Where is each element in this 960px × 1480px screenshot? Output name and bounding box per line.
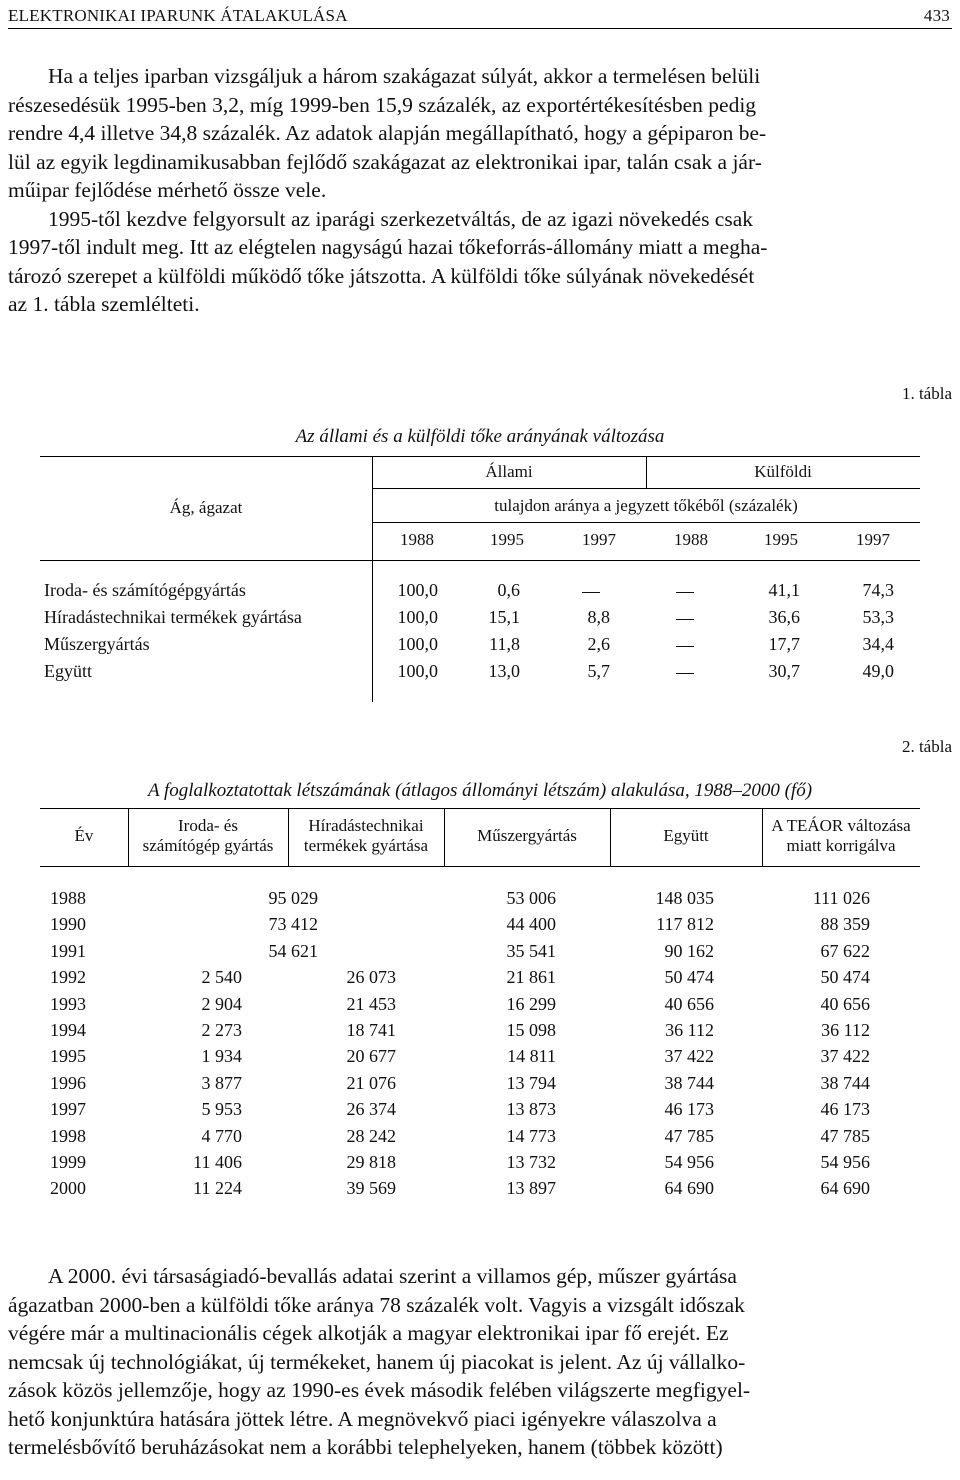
page-number: 433: [923, 6, 950, 25]
table-1-caption: Az állami és a külföldi tőke arányának változása: [295, 426, 665, 447]
table-cell: 14 773: [506, 1125, 556, 1146]
table-1-group-allami: Állami: [485, 462, 533, 481]
dash-mark: [676, 592, 694, 593]
table-cell: 26 073: [346, 967, 396, 988]
row-year: 1998: [50, 1125, 86, 1146]
dash-mark: [676, 673, 694, 674]
header-line: Iroda- és: [178, 816, 238, 835]
table-cell: 37 422: [664, 1046, 714, 1067]
table-cell: 21 453: [346, 993, 396, 1014]
table-cell: 50 474: [820, 967, 870, 988]
table-cell: 3 877: [201, 1072, 242, 1093]
text-line: A 2000. évi társaságiadó-bevallás adatai szerint a villamos gép, műszer gyártása: [48, 1264, 737, 1288]
table-cell: 40 656: [664, 993, 714, 1014]
table-cell: 54 956: [820, 1152, 870, 1172]
table-rule: [372, 522, 920, 523]
table-2-label: 2. tábla: [901, 737, 952, 756]
text-line: Ha a teljes iparban vizsgáljuk a három szakágazat súlyát, akkor a termelésen belüli: [48, 64, 761, 88]
table-cell: 88 359: [820, 914, 870, 935]
text-line: nemcsak új technológiákat, új termékeket, hanem új piacokat is jelent. Az új vállalko-: [8, 1349, 746, 1374]
table-cell: 37 422: [820, 1046, 870, 1067]
row-year: 1997: [50, 1099, 86, 1120]
row-year: 1995: [50, 1046, 86, 1067]
row-year: 1988: [50, 888, 86, 908]
table-2-header-iroda: [128, 816, 288, 856]
table-cell: 13,0: [488, 661, 520, 681]
row-year: 1999: [50, 1152, 86, 1172]
table-cell: 90 162: [664, 940, 714, 961]
table-cell: 2 540: [201, 967, 242, 988]
table-cell: 0,6: [497, 580, 520, 600]
text-line: műipar fejlődése mérhető össze vele.: [8, 178, 327, 202]
table-cell: 2 904: [201, 993, 242, 1014]
table-2-caption: A foglalkoztatottak létszámának (átlagos állományi létszám) alakulása, 1988–2000 (fő): [147, 780, 813, 801]
table-cell: 36 112: [821, 1020, 870, 1040]
table-1-row-header: Ág, ágazat: [169, 498, 243, 517]
table-2-header-egyutt: Együtt: [663, 826, 709, 845]
row-year: 1994: [50, 1020, 86, 1040]
row-year: 1992: [50, 967, 86, 988]
table-cell: 30,7: [768, 661, 800, 681]
table-cell: 54 621: [268, 940, 318, 961]
text-line: hető konjunktúra hatására jöttek létre. A megnövekvő piaci igényekre válaszolva a: [8, 1406, 717, 1431]
table-cell: 74,3: [862, 580, 894, 600]
closing-paragraph: [8, 1262, 952, 1462]
table-1-year-header: 1995: [490, 530, 524, 549]
table-cell: 54 956: [664, 1152, 714, 1172]
table-cell: 18 741: [346, 1020, 396, 1040]
table-cell: 53 006: [506, 888, 556, 908]
table-cell: 73 412: [268, 914, 318, 935]
table-cell: 29 818: [346, 1152, 396, 1172]
dash-mark: [676, 619, 694, 620]
table-cell: 2,6: [587, 634, 610, 654]
table-1-year-header: 1997: [856, 530, 890, 549]
table-2-header-hirado: [288, 816, 444, 856]
table-cell: 111 026: [812, 888, 870, 908]
table-cell: 40 656: [820, 993, 870, 1014]
header-line: termékek gyártása: [303, 836, 429, 855]
row-year: 1996: [50, 1072, 86, 1093]
table-cell: 95 029: [268, 888, 318, 908]
table-cell: 21 076: [346, 1072, 396, 1093]
table-cell: 67 622: [820, 940, 870, 961]
table-cell: 38 744: [820, 1072, 870, 1093]
text-line: tározó szerepet a külföldi működő tőke játszotta. A külföldi tőke súlyának növekedését: [8, 263, 755, 288]
text-line: zások közös jellemzője, hogy az 1990-es évek második felében világszerte megfigyel-: [8, 1378, 751, 1402]
table-cell: 39 569: [346, 1178, 396, 1199]
row-label: Műszergyártás: [44, 634, 150, 654]
table-cell: 100,0: [397, 661, 438, 681]
table-cell: 38 744: [664, 1072, 714, 1093]
table-cell: 21 861: [506, 967, 556, 988]
text-line: lül az egyik legdinamikusabban fejlődő szakágazat az elektronikai ipar, talán csak a jár-: [8, 149, 762, 174]
row-year: 2000: [50, 1178, 86, 1199]
table-cell: 41,1: [768, 580, 800, 600]
table-2-header-year: Év: [74, 826, 94, 845]
table-2-header-teaor: [762, 816, 920, 856]
header-line: miatt korrigálva: [786, 836, 896, 855]
text-line: részesedésük 1995-ben 3,2, míg 1999-ben 15,9 százalék, az exportértékesítésben pedig: [8, 92, 757, 117]
text-line: az 1. tábla szemlélteti.: [8, 292, 200, 316]
table-cell: 49,0: [862, 661, 894, 681]
table-rule: [40, 560, 920, 561]
table-cell: 2 273: [201, 1020, 242, 1040]
table-cell: 11,8: [489, 634, 520, 654]
table-rule: [40, 456, 920, 457]
table-cell: 100,0: [397, 580, 438, 600]
row-year: 1990: [50, 914, 86, 935]
header-line: A TEÁOR változása: [771, 816, 911, 835]
table-cell: 8,8: [587, 607, 610, 627]
table-cell: 34,4: [862, 634, 894, 654]
running-header: [8, 4, 952, 29]
table-cell: 11 406: [193, 1152, 242, 1172]
table-cell: 100,0: [397, 634, 438, 654]
table-1-year-header: 1988: [674, 530, 708, 549]
table-1-group-kulfoldi: Külföldi: [754, 462, 812, 481]
text-line: termelésbővítő beruházásokat nem a korábbi telephelyeken, hanem (többek között): [8, 1435, 723, 1459]
table-cell: 46 173: [664, 1099, 714, 1120]
table-rule: [40, 808, 920, 809]
dash-mark: [676, 646, 694, 647]
table-cell: 44 400: [506, 914, 556, 935]
table-cell: 36 112: [665, 1020, 714, 1040]
table-1-year-header: 1997: [582, 530, 616, 549]
text-line: végére már a multinacionális cégek alkotják a magyar elektronikai ipar fő erejét. Ez: [8, 1321, 729, 1345]
row-label: Együtt: [44, 661, 92, 681]
text-line: 1995-től kezdve felgyorsult az iparági szerkezetváltás, de az igazi növekedés csak: [48, 206, 754, 231]
text-line: ágazatban 2000-ben a külföldi tőke aránya 78 százalék volt. Vagyis a vizsgált időszak: [8, 1292, 745, 1317]
table-cell: 20 677: [346, 1046, 396, 1067]
table-cell: 13 897: [506, 1178, 556, 1199]
table-1-year-header: 1988: [400, 530, 434, 549]
table-cell: 13 794: [506, 1072, 556, 1093]
table-1-subheader: tulajdon aránya a jegyzett tőkéből (százalék): [494, 496, 798, 515]
table-cell: 1 934: [201, 1046, 242, 1067]
text-line: 1997-től indult meg. Itt az elégtelen nagyságú hazai tőkeforrás-állomány miatt a megha-: [8, 235, 768, 259]
table-cell: 148 035: [655, 888, 714, 908]
dash-mark: [582, 592, 600, 593]
table-cell: 14 811: [507, 1046, 556, 1067]
table-cell: 47 785: [820, 1125, 870, 1146]
header-line: számítógép gyártás: [142, 836, 274, 855]
table-cell: 5 953: [201, 1099, 242, 1120]
table-cell: 15 098: [506, 1020, 556, 1040]
table-1-year-header: 1995: [764, 530, 798, 549]
table-2-header-muszer: Műszergyártás: [477, 826, 577, 845]
running-header-title: ELEKTRONIKAI IPARUNK ÁTALAKULÁSA: [8, 6, 348, 25]
table-cell: 64 690: [820, 1178, 870, 1199]
table-cell: 100,0: [397, 607, 438, 627]
table-cell: 26 374: [346, 1099, 396, 1120]
table-rule: [372, 488, 920, 489]
header-line: Híradástechnikai: [308, 816, 424, 835]
table-cell: 50 474: [664, 967, 714, 988]
table-rule: [40, 866, 920, 867]
table-cell: 53,3: [862, 607, 894, 627]
row-year: 1993: [50, 993, 86, 1014]
table-cell: 15,1: [488, 607, 520, 627]
table-cell: 36,6: [768, 607, 800, 627]
table-cell: 64 690: [664, 1178, 714, 1199]
table-cell: 117 812: [656, 914, 714, 935]
table-cell: 11 224: [193, 1178, 242, 1199]
table-cell: 47 785: [664, 1125, 714, 1146]
table-1-label: 1. tábla: [901, 384, 952, 403]
table-cell: 4 770: [201, 1125, 242, 1146]
table-cell: 46 173: [820, 1099, 870, 1120]
table-cell: 16 299: [506, 993, 556, 1014]
table-cell: 35 541: [506, 940, 556, 961]
text-line: rendre 4,4 illetve 34,8 százalék. Az adatok alapján megállapítható, hogy a gépiparon be-: [8, 121, 767, 145]
table-cell: 28 242: [346, 1125, 396, 1146]
table-cell: 13 873: [506, 1099, 556, 1120]
row-year: 1991: [50, 940, 86, 961]
intro-paragraph: [8, 62, 952, 319]
row-label: Híradástechnikai termékek gyártása: [44, 607, 302, 627]
table-cell: 13 732: [506, 1152, 556, 1172]
table-cell: 17,7: [768, 634, 800, 654]
row-label: Iroda- és számítógépgyártás: [44, 580, 246, 600]
table-cell: 5,7: [587, 661, 610, 681]
